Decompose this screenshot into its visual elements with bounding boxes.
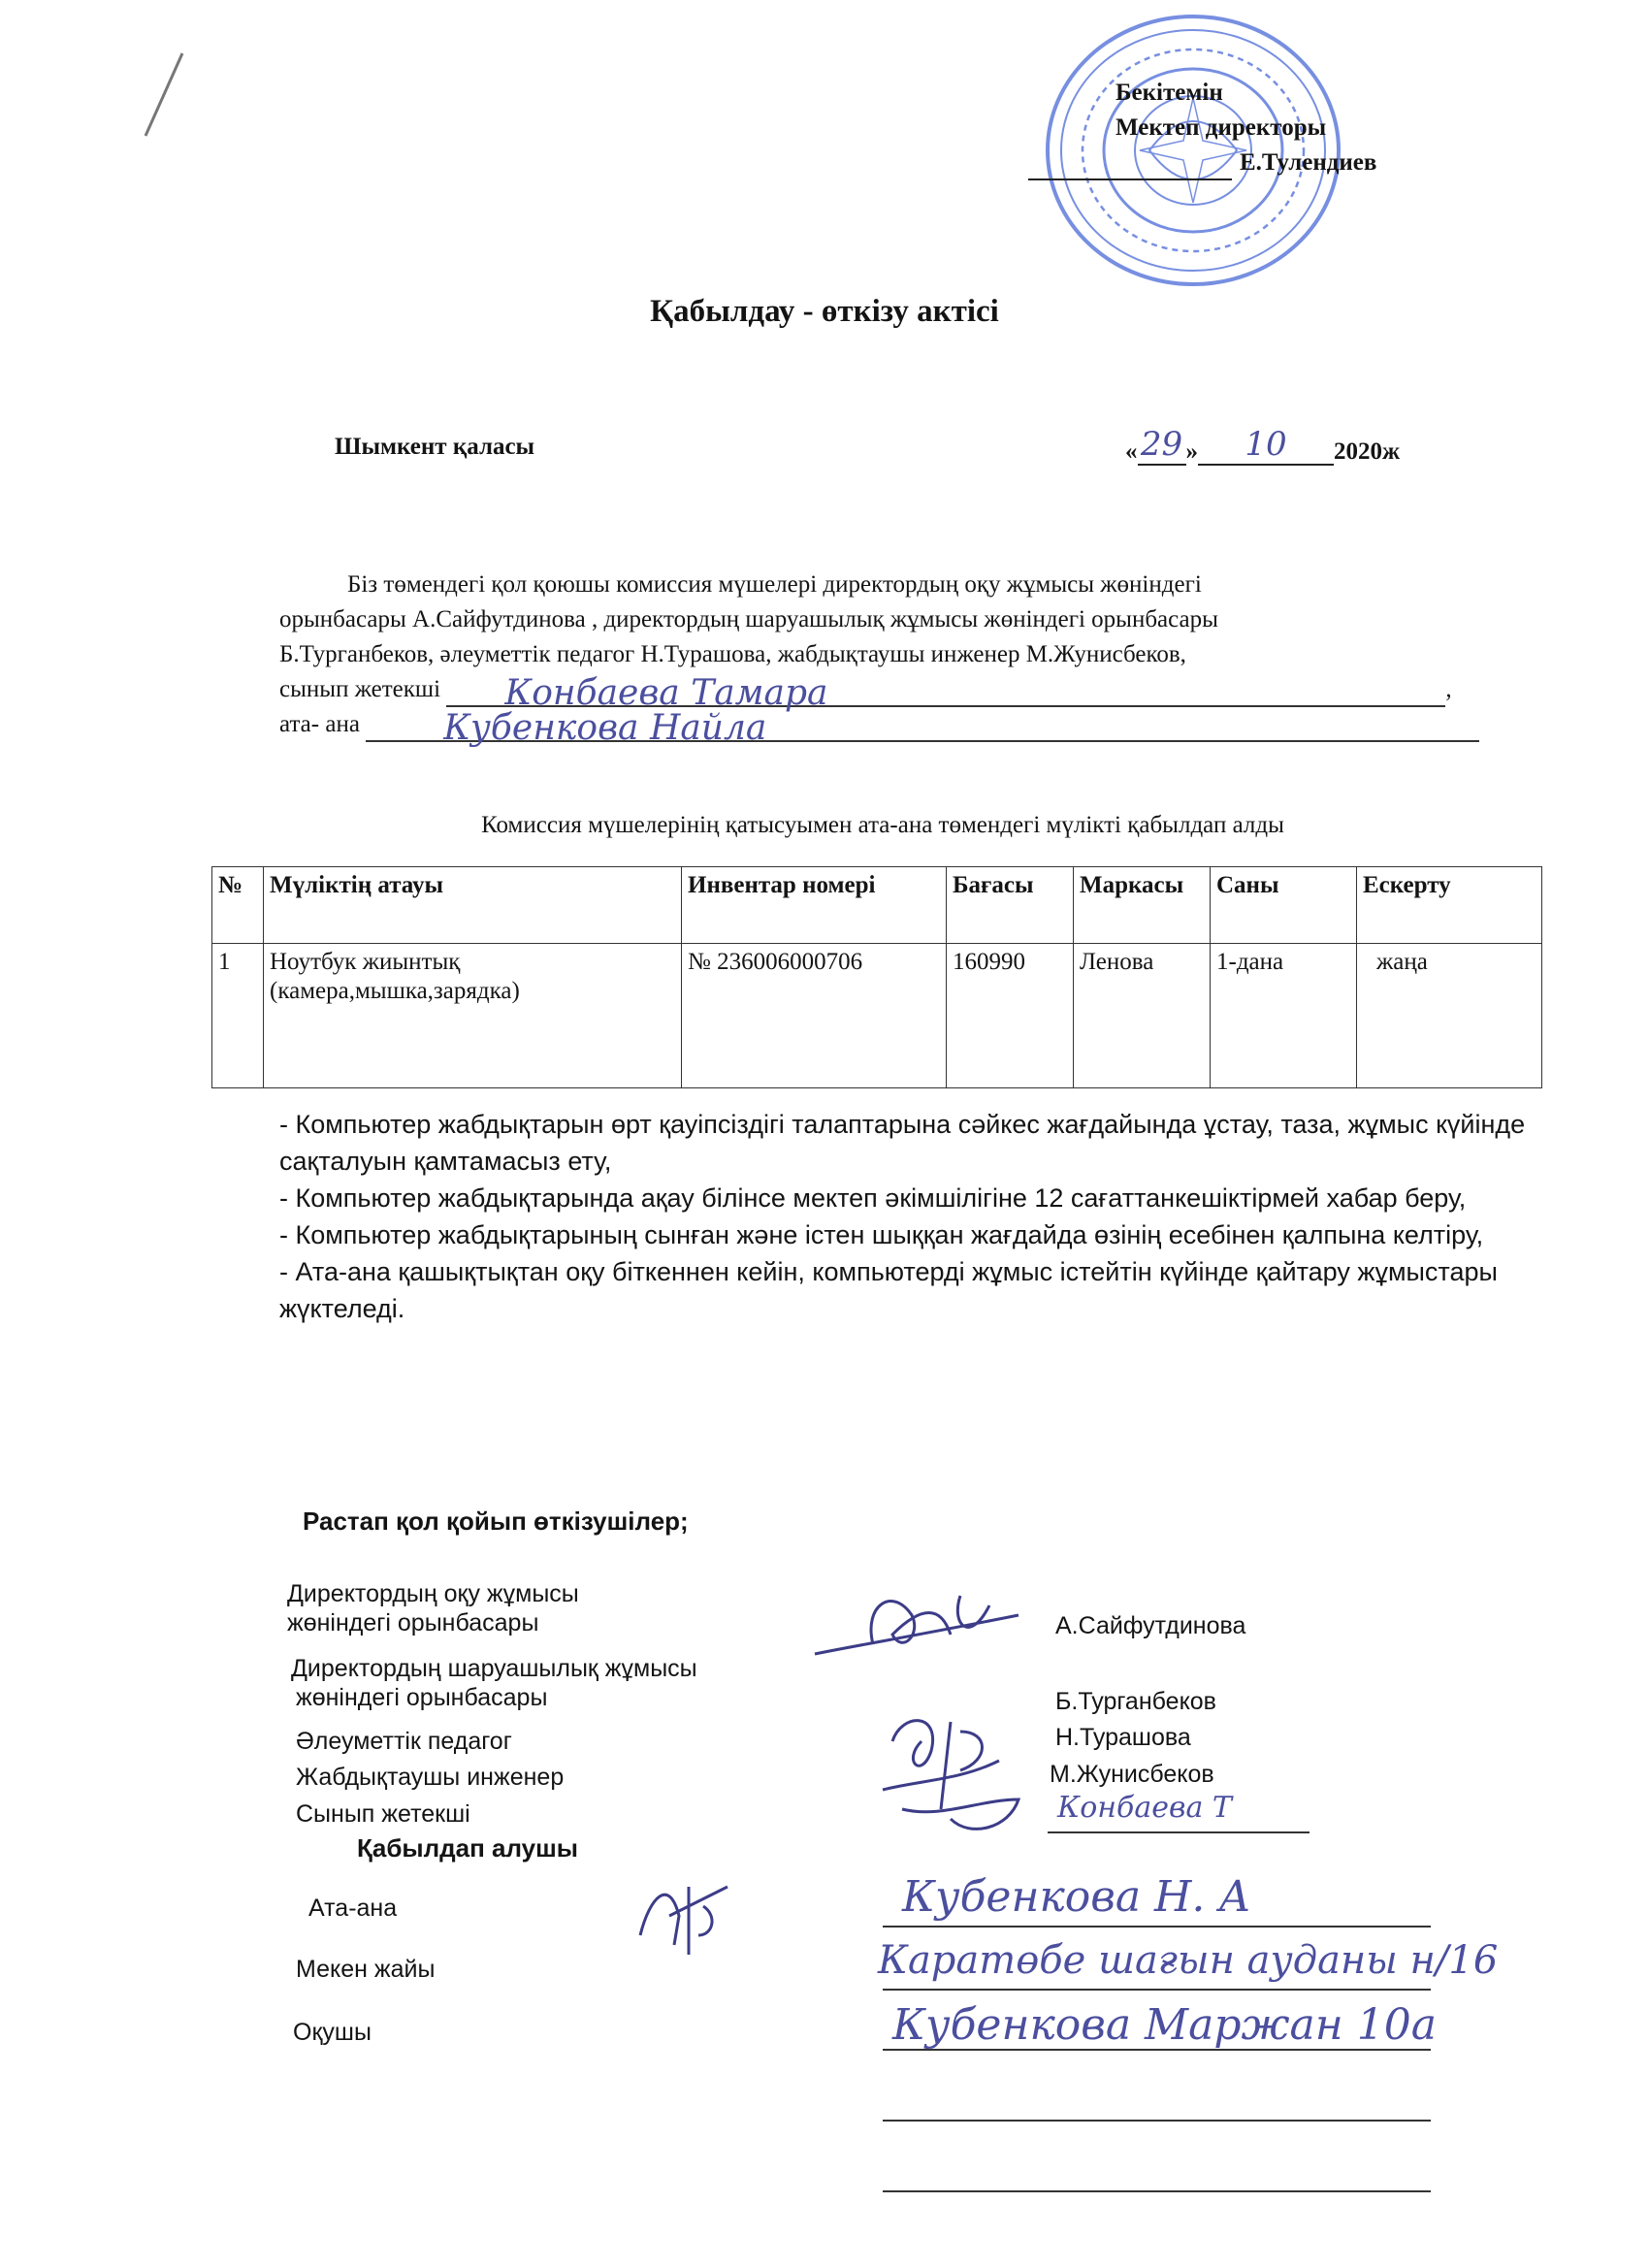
signer-name-2: Б.Турганбеков xyxy=(1055,1688,1216,1715)
inventory-table xyxy=(211,866,1542,1088)
cell-note: жаңа xyxy=(1357,944,1542,1088)
signature-2 xyxy=(863,1702,1057,1858)
teacher-row: сынып жетекші Конбаева Тамара , xyxy=(279,673,1452,713)
approval-line1: Бекітемін xyxy=(1116,80,1223,106)
cell-number: 1 xyxy=(212,944,264,1088)
confirm-heading: Растап қол қойып өткізушілер; xyxy=(303,1507,689,1536)
table-header-row xyxy=(212,867,1542,944)
condition-item: - Компьютер жабдықтарын өрт қауіпсіздігі талаптарына сәйкес жағдайында ұстау, таза, жұмыс күйінде сақталуын қамтамасыз ету, xyxy=(279,1110,1526,1176)
date-day: 29 xyxy=(1138,425,1186,466)
parent-fill-line xyxy=(366,708,1479,748)
date-month: 10 xyxy=(1198,425,1334,466)
cell-brand: Ленова xyxy=(1074,944,1211,1088)
condition-item: - Компьютер жабдықтарының сынған және істен шыққан жағдайда өзінің есебінен қалпына келтіру, xyxy=(279,1220,1484,1249)
receiver-parent-label: Ата-ана xyxy=(308,1895,398,1922)
signature-1 xyxy=(805,1576,1028,1683)
signer-name-3: Н.Турашова xyxy=(1055,1724,1191,1751)
cell-name: Ноутбук жиынтық (камера,мышка,зарядка) xyxy=(264,944,682,1088)
blank-line-2 xyxy=(883,2190,1431,2192)
receiver-address-label: Мекен жайы xyxy=(296,1956,436,1983)
receiver-student-handwriting: Кубенкова Маржан 10а xyxy=(892,2000,1437,2050)
parent-handwriting: Кубенкова Найла xyxy=(443,708,767,748)
intro-line3: Б.Турганбеков, әлеуметтік педагог Н.Турашова, жабдықтаушы инженер М.Жунисбеков, xyxy=(279,641,1186,667)
date-year: 2020ж xyxy=(1334,438,1401,465)
header-name: Мүліктің атауы xyxy=(264,867,682,944)
header-price: Бағасы xyxy=(947,867,1074,944)
table-row xyxy=(212,944,1542,1088)
receiver-student-label: Оқушы xyxy=(293,2019,372,2046)
intro-paragraph xyxy=(279,567,1531,748)
signature-3 xyxy=(621,1858,747,1964)
approval-director-row xyxy=(1028,146,1376,180)
intro-line2: орынбасары А.Сайфутдинова , директордың шаруашылық жұмысы жөніндегі орынбасары xyxy=(279,606,1218,632)
conditions-list xyxy=(279,1106,1531,1327)
header-number: № xyxy=(212,867,264,944)
intro-line1: Біз төмендегі қол қоюшы комиссия мүшелері директордың оқу жұмысы жөніндегі xyxy=(347,571,1202,598)
receiver-heading: Қабылдап алушы xyxy=(357,1833,578,1863)
document-title: Қабылдау - өткізу актісі xyxy=(650,294,999,329)
place-label: Шымкент қаласы xyxy=(335,434,535,460)
receiver-parent-line xyxy=(883,1926,1431,1928)
condition-item: - Компьютер жабдықтарында ақау білінсе мектеп әкімшілігіне 12 сағаттанкешіктірмей хабар беру, xyxy=(279,1183,1467,1213)
header-inventory: Инвентар номері xyxy=(682,867,947,944)
approval-line2: Мектеп директоры xyxy=(1116,114,1327,141)
role-deputy-economy: Директордың шаруашылық жұмысы жөніндегі орынбасары xyxy=(291,1655,697,1711)
approval-block xyxy=(1116,76,1376,180)
condition-item: - Ата-ана қашықтықтан оқу біткеннен кейін, компьютерді жұмыс істейтін күйінде қайтару жұмыстары жүктеледі. xyxy=(279,1257,1498,1323)
class-teacher-sign-line xyxy=(1048,1831,1310,1833)
director-name: Е.Тулендиев xyxy=(1240,149,1377,176)
pen-mark xyxy=(136,49,194,146)
signer-name-1: А.Сайфутдинова xyxy=(1055,1612,1246,1639)
signer-name-4: М.Жунисбеков xyxy=(1050,1761,1214,1788)
header-brand: Маркасы xyxy=(1074,867,1211,944)
role-class-teacher: Сынып жетекші xyxy=(296,1800,470,1828)
header-note: Ескерту xyxy=(1357,867,1542,944)
blank-line-1 xyxy=(883,2120,1431,2122)
class-teacher-handwriting: Конбаева Т xyxy=(1057,1791,1232,1825)
receiver-address-handwriting: Каратөбе шағын ауданы н/16 xyxy=(878,1938,1499,1983)
cell-price: 160990 xyxy=(947,944,1074,1088)
header-qty: Саны xyxy=(1211,867,1357,944)
teacher-fill-line xyxy=(446,673,1445,713)
commission-text: Комиссия мүшелерінің қатысуымен ата-ана төмендегі мүлікті қабылдап алды xyxy=(481,812,1284,838)
receiver-parent-handwriting: Кубенкова Н. А xyxy=(902,1872,1251,1922)
role-deputy-education: Директордың оқу жұмысы жөніндегі орынбасары xyxy=(287,1580,579,1636)
director-signature-line xyxy=(1028,151,1232,180)
role-social-teacher: Әлеуметтік педагог xyxy=(296,1728,512,1755)
role-supply-engineer: Жабдықтаушы инженер xyxy=(296,1764,565,1791)
receiver-address-line xyxy=(883,1989,1431,1991)
cell-qty: 1-дана xyxy=(1211,944,1357,1088)
parent-row: ата- ана Кубенкова Найла xyxy=(279,707,1531,742)
teacher-handwriting: Конбаева Тамара xyxy=(504,673,828,713)
document-date: «29 » 10 2020ж xyxy=(1125,425,1401,465)
cell-inventory: № 236006000706 xyxy=(682,944,947,1088)
